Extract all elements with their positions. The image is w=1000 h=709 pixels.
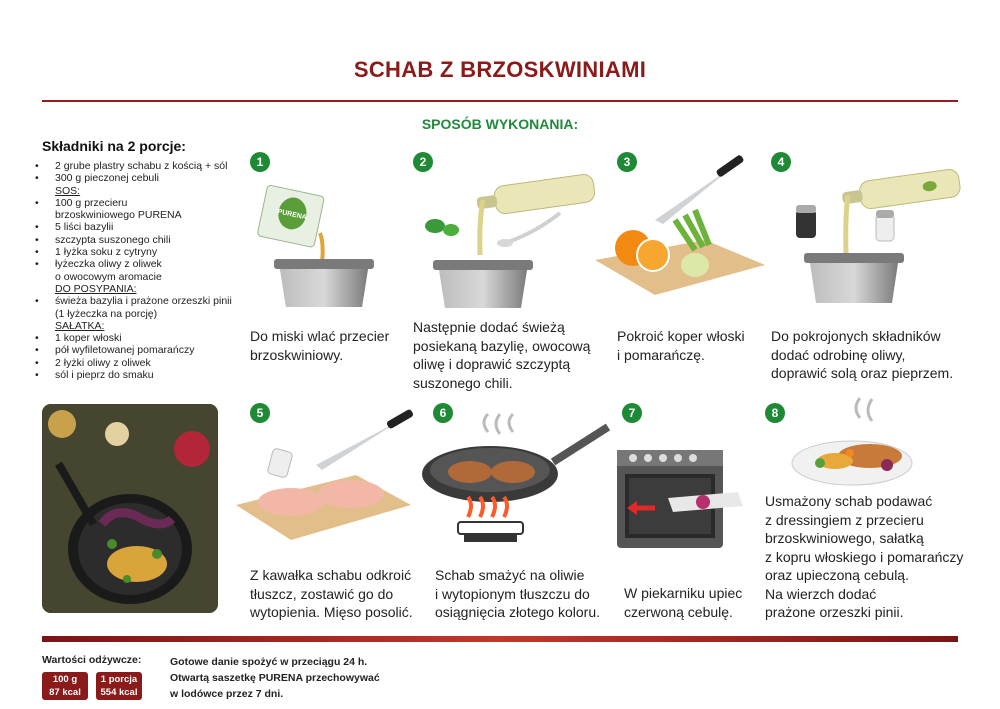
ingredient-item: • szczypta suszonego chili — [33, 234, 248, 246]
step-8-illustration — [790, 393, 960, 488]
step-6-badge: 6 — [433, 403, 453, 423]
ingredients-list — [33, 160, 248, 381]
ingredient-item: o owocowym aromacie — [55, 270, 162, 283]
step-1-text: Do miski wlać przecier brzoskwiniowy. — [250, 328, 390, 363]
ingredient-section-heading: SOS: — [55, 184, 81, 197]
ingredients-heading: Składniki na 2 porcje: — [42, 138, 186, 154]
ingredient-item: (1 łyżeczka na porcję) — [55, 307, 158, 320]
nutrition-portion-kcal: 554 kcal — [100, 687, 138, 698]
step-8-text: Usmażony schab podawać z dressingiem z przecieru brzoskwiniowego, sałatką z kopru włoskiego i pomarańczy oraz upieczoną cebulą. Na wierzch dodać prażone orzeszki pinii. — [765, 493, 964, 620]
step-7-illustration — [613, 450, 748, 550]
step-3-badge: 3 — [617, 152, 637, 172]
step-4-badge: 4 — [771, 152, 791, 172]
ingredient-section-heading: SAŁATKA: — [55, 319, 105, 332]
step-2-illustration — [415, 168, 605, 313]
dish-photo-illustration — [42, 404, 218, 613]
method-heading: SPOSÓB WYKONANIA: — [421, 116, 579, 132]
page-title: SCHAB Z BRZOSKWINIAMI — [353, 57, 647, 82]
ingredient-item: brzoskwiniowego PURENA — [55, 209, 182, 222]
step-6-illustration — [418, 412, 613, 557]
step-7-badge: 7 — [622, 403, 642, 423]
footer-divider — [42, 636, 958, 642]
step-2-badge: 2 — [413, 152, 433, 172]
step-5-illustration — [236, 410, 416, 545]
step-3-illustration — [595, 160, 765, 295]
step-5-badge: 5 — [250, 403, 270, 423]
ingredient-item: • sól i pieprz do smaku — [33, 369, 248, 381]
ingredient-item: • pół wyfiletowanej pomarańczy — [33, 344, 248, 356]
step-5-text: Z kawałka schabu odkroić tłuszcz, zostawić go do wytopienia. Mięso posolić. — [250, 567, 413, 620]
step-8-badge: 8 — [765, 403, 785, 423]
nutrition-100g-amount: 100 g — [52, 674, 78, 685]
ingredient-item: • 100 g przecieru — [33, 197, 248, 209]
svg-text:PURENA: PURENA — [276, 208, 308, 222]
nutrition-box-portion — [96, 672, 142, 700]
salt-shaker-icon — [876, 215, 894, 241]
step-4-text: Do pokrojonych składników dodać odrobinę oliwy, doprawić solą oraz pieprzem. — [771, 328, 954, 381]
ingredient-item: • łyżeczka oliwy z oliwek — [33, 258, 248, 270]
storage-note-line-2: Otwartą saszetkę PURENA przechowywać — [170, 672, 380, 684]
ingredient-section-heading: DO POSYPANIA: — [55, 282, 137, 295]
nutrition-100g-kcal: 87 kcal — [49, 687, 81, 698]
nutrition-portion-amount: 1 porcja — [100, 674, 138, 685]
ingredient-item: • 1 koper włoski — [33, 332, 248, 344]
title-divider — [42, 100, 958, 102]
storage-note-line-3: w lodówce przez 7 dni. — [170, 688, 284, 700]
ingredient-item: • świeża bazylia i prażone orzeszki pinii — [33, 295, 248, 307]
step-3-text: Pokroić koper włoski i pomarańczę. — [617, 328, 745, 363]
step-2-text: Następnie dodać świeżą posiekaną bazylię, owocową oliwę i doprawić szczyptą suszonego chili. — [413, 319, 591, 391]
storage-note-line-1: Gotowe danie spożyć w przeciągu 24 h. — [170, 656, 368, 668]
step-7-text: W piekarniku upiec czerwoną cebulę. — [624, 585, 743, 620]
nutrition-box-100g — [42, 672, 88, 700]
ingredient-item: • 2 łyżki oliwy z oliwek — [33, 357, 248, 369]
ingredient-item: • 300 g pieczonej cebuli — [33, 172, 248, 184]
dish-photo — [42, 404, 218, 613]
nutrition-label: Wartości odżywcze: — [42, 654, 142, 666]
step-6-text: Schab smażyć na oliwie i wytopionym tłuszczu do osiągnięcia złotego koloru. — [435, 567, 600, 620]
step-1-badge: 1 — [250, 152, 270, 172]
ingredient-item: • 2 grube plastry schabu z kością + sól — [33, 160, 248, 172]
step-1-illustration — [250, 185, 400, 315]
ingredient-item: • 5 liści bazylii — [33, 221, 248, 233]
ingredient-item: • 1 łyżka soku z cytryny — [33, 246, 248, 258]
step-4-illustration — [790, 165, 960, 310]
pepper-shaker-icon — [796, 210, 816, 238]
storage-note — [170, 654, 380, 702]
